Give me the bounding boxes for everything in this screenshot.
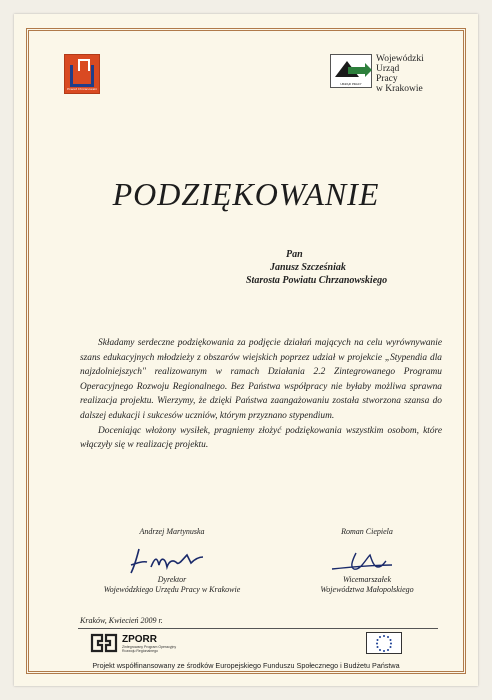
wup-line-3: Pracy: [376, 74, 398, 84]
body-paragraph-1: Składamy serdeczne podziękowania za podjęcie działań mających na celu wyrównywanie szans edukacyjnych młodzieży z obszarów wiejskich poprzez udział w projekcie „Stypendia dla najzdolniejszych" realizowanym w ramach Działania 2.2 Zintegrowanego Programu Operacyjnego Rozwoju Regionalnego. Bez Państwa współpracy nie byłaby możliwa sprawna realizacja projektu. Wierzymy, że dzięki Państwa zaangażowaniu została stworzona szansa do dalszej edukacji i sukcesów uczniów, którym przyznano stypendium.: [80, 338, 442, 421]
crest-tagline: Powiat Chrzanowski: [67, 87, 97, 91]
certificate-page: [14, 14, 478, 686]
eu-flag-icon: [366, 632, 402, 654]
wup-line-2: Urząd: [376, 64, 400, 74]
eu-stars-icon: [367, 633, 401, 653]
recipient-position: Starosta Powiatu Chrzanowskiego: [246, 275, 388, 286]
wup-mountain-arrow-icon: [330, 54, 372, 88]
signatory-right-title: Wicemarszałek: [343, 575, 391, 584]
footer-divider: [78, 628, 438, 629]
body-paragraph-2: Doceniając włożony wysiłek, pragniemy złożyć podziękowania wszystkim osobom, które włączyły się w realizację projektu.: [80, 425, 442, 451]
recipient-salutation: Pan: [286, 249, 303, 260]
funding-note: Projekt współfinansowany ze środków Europejskiego Funduszu Społecznego i Budżetu Państwa: [92, 661, 400, 670]
signature-right-scribble: [322, 545, 412, 575]
signature-left-scribble: [117, 545, 227, 575]
zporr-subtitle: Zintegrowany Program Operacyjny Rozwoju Regionalnego: [122, 644, 177, 653]
zporr-logo: [90, 631, 182, 655]
signatory-right-institution: Województwa Małopolskiego: [320, 585, 414, 594]
wup-logo-text: [376, 54, 424, 94]
wup-box-text: URZĄD PRACY: [340, 82, 362, 86]
signature-left: [72, 527, 272, 595]
signature-right: [282, 527, 452, 595]
wup-line-1: Wojewódzki: [376, 54, 424, 64]
signatory-left-name: Andrzej Martynuska: [139, 527, 205, 536]
signatory-left-institution: Wojewódzkiego Urzędu Pracy w Krakowie: [103, 585, 241, 594]
wup-line-4: w Krakowie: [376, 84, 423, 94]
document-title: PODZIĘKOWANIE: [112, 176, 380, 212]
signatory-right-name: Roman Ciepiela: [341, 527, 393, 536]
zporr-label: ZPORR: [122, 633, 157, 645]
district-crest-icon: [64, 54, 100, 94]
zporr-puzzle-icon: [90, 631, 118, 655]
place-and-date: Kraków, Kwiecień 2009 r.: [80, 616, 163, 625]
signatory-left-title: Dyrektor: [157, 575, 187, 584]
wup-logo: [330, 54, 424, 94]
recipient-block: [246, 248, 492, 287]
letter-body: [80, 336, 442, 453]
recipient-name: Janusz Szcześniak: [270, 262, 346, 273]
